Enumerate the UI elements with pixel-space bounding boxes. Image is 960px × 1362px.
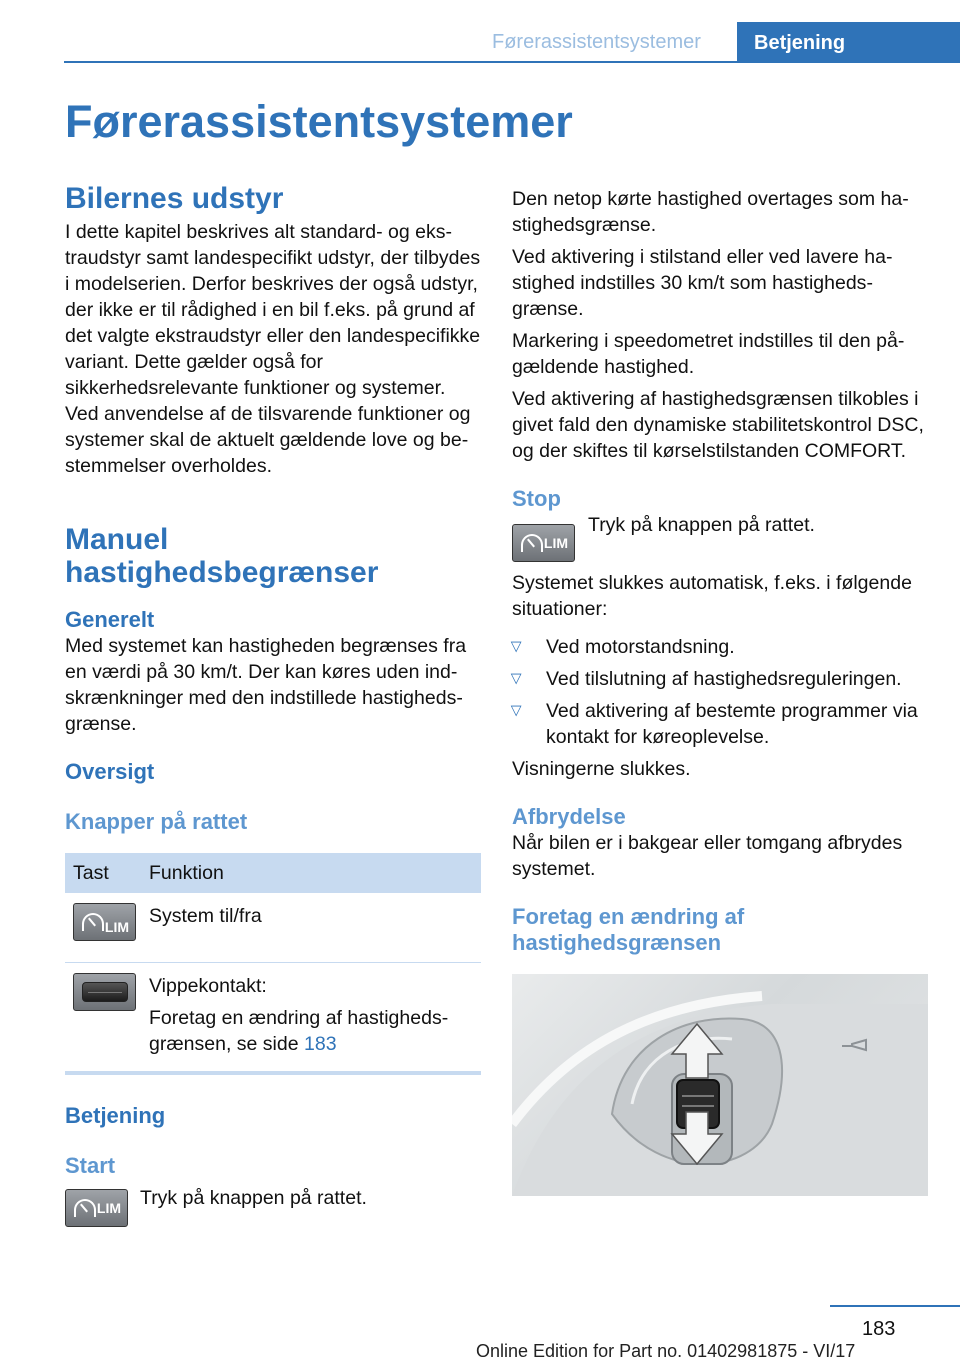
paragraph-3: Markering i speedometret indstilles til den pågældende hastighed.	[512, 330, 905, 378]
heading-start: Start	[65, 1153, 116, 1178]
lim-button-icon: LIM	[512, 524, 575, 562]
left-column	[65, 182, 483, 1229]
list-item: ▷ Ved aktivering af bestemte programmer via kontakt for køreoplevelse.	[512, 698, 932, 750]
steering-wheel-illustration	[512, 974, 928, 1196]
heading-oversigt: Oversigt	[65, 759, 155, 784]
heading-bilernes-udstyr: Bilernes udstyr	[65, 182, 284, 215]
heading-generelt: Generelt	[65, 607, 155, 632]
lim-button-icon: LIM	[65, 1189, 128, 1227]
heading-knapper: Knapper på rattet	[65, 809, 248, 834]
key-table	[65, 853, 481, 1075]
heading-manuel	[65, 523, 483, 589]
paragraph-udstyr: I dette kapitel beskrives alt standard- og ekstraudstyr samt landespecifikt udstyr, der tilbydes i modelserien. Derfor beskrives der også udstyr, der ikke er til rådighed i en bil f.eks. på grund af det valgte ekstraudstyr eller den landespecifikke variant. Dette gælder også for sikkerhedsrelevante funktioner og systemer. Ved anvendelse af de tilsvarende funktioner og systemer skal de aktuelt gældende love og bestemmelser overholdes.	[65, 221, 481, 477]
lim-button-icon: LIM	[73, 903, 136, 941]
stop-instruction	[512, 514, 932, 564]
rocker-switch-icon	[73, 973, 136, 1011]
page-number: 183	[862, 1318, 896, 1340]
header-section-title: Førerassistentsystemer	[492, 31, 701, 53]
list-item: ▷ Ved motorstandsning.	[512, 634, 932, 660]
heading-afbrydelse: Afbrydelse	[512, 804, 626, 829]
start-instruction	[65, 1185, 483, 1229]
table-cell-function: System til/fra	[141, 893, 481, 963]
paragraph-visning: Visningerne slukkes.	[512, 758, 691, 780]
table-header-row	[65, 853, 481, 893]
paragraph-afbrydelse: Når bilen er i bakgear eller tomgang afbrydes systemet.	[512, 832, 903, 880]
right-column	[512, 182, 932, 1196]
edition-line: Online Edition for Part no. 01402981875 - VI/17	[476, 1341, 856, 1361]
rocker-description: Foretag en ændring af hastighedsgrænsen, se side 183	[149, 1007, 449, 1055]
steering-wheel-rocker-image	[512, 974, 928, 1196]
table-row	[65, 963, 481, 1074]
heading-stop: Stop	[512, 486, 561, 511]
list-item: ▷ Ved tilslutning af hastighedsreguleringen.	[512, 666, 932, 692]
heading-foretag: Foretag en ændring af hastighedsgrænsen	[512, 904, 745, 955]
footer-rule	[830, 1305, 960, 1307]
header-rule	[64, 61, 960, 63]
rocker-label: Vippekontakt:	[149, 975, 267, 997]
page-title: Førerassistentsystemer	[65, 96, 573, 147]
paragraph-stop: Tryk på knappen på rattet.	[588, 514, 815, 536]
paragraph-start: Tryk på knappen på rattet.	[140, 1187, 367, 1209]
heading-manuel-line1: Manuel	[65, 523, 169, 556]
situation-list	[512, 634, 932, 750]
paragraph-auto: Systemet slukkes automatisk, f.eks. i følgende situationer:	[512, 572, 912, 620]
heading-betjening: Betjening	[65, 1103, 166, 1128]
table-header-key: Tast	[65, 853, 141, 893]
paragraph-4: Ved aktivering af hastighedsgrænsen tilkobles i givet fald den dynamiske stabilitetskontrol DSC, og der skiftes til kørselstilstanden COMFORT.	[512, 388, 924, 462]
paragraph-generelt: Med systemet kan hastigheden begrænses fra en værdi på 30 km/t. Der kan køres uden indskrænkninger med den indstillede hastighedsgrænse.	[65, 635, 467, 735]
heading-manuel-line2: hastighedsbegrænser	[65, 556, 379, 589]
page-link-183[interactable]: 183	[304, 1033, 337, 1055]
paragraph-1: Den netop kørte hastighed overtages som hastighedsgrænse.	[512, 188, 909, 236]
header-tab-betjening[interactable]	[737, 22, 960, 63]
table-cell-function	[141, 963, 481, 1074]
header-tab-label: Betjening	[754, 32, 846, 54]
table-row	[65, 893, 481, 963]
table-header-function: Funktion	[141, 853, 481, 893]
paragraph-2: Ved aktivering i stilstand eller ved lavere hastighed indstilles 30 km/t som hastighedsgrænse.	[512, 246, 893, 320]
